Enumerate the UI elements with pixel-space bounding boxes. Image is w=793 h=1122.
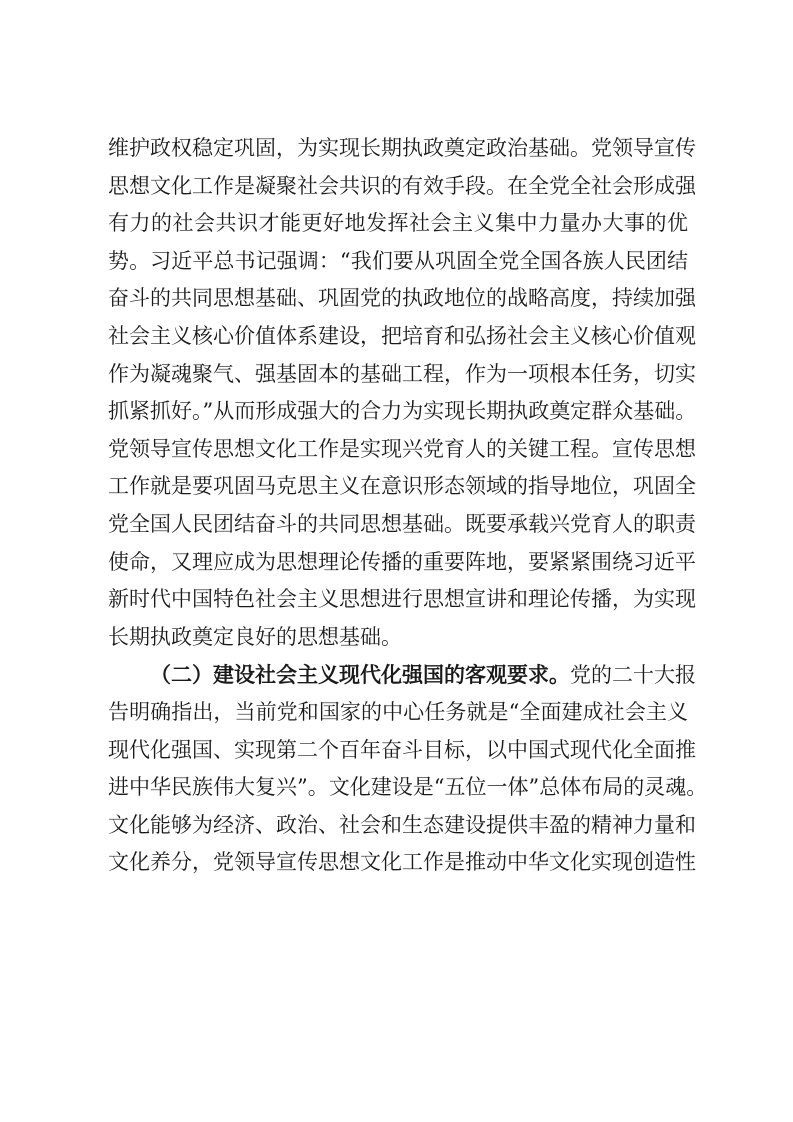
text-line: 新时代中国特色社会主义思想进行思想宣讲和理论传播，为实现 xyxy=(108,587,696,612)
text-line: 维护政权稳定巩固，为实现长期执政奠定政治基础。党领导宣传 xyxy=(108,136,696,160)
text-line: 长期执政奠定良好的思想基础。 xyxy=(108,624,402,649)
text-line: 社会主义核心价值体系建设，把培育和弘扬社会主义核心价值观 xyxy=(108,323,696,348)
text-line: 抓紧抓好。”从而形成强大的合力为实现长期执政奠定群众基础。 xyxy=(108,399,697,424)
text-line: 势。习近平总书记强调：“我们要从巩固全党全国各族人民团结 xyxy=(108,248,688,273)
text-line: 使命，又理应成为思想理论传播的重要阵地，要紧紧围绕习近平 xyxy=(108,549,696,574)
text-line: 进中华民族伟大复兴”。文化建设是“五位一体”总体布局的灵魂。 xyxy=(108,775,708,800)
text-line: 思想文化工作是凝聚社会共识的有效手段。在全党全社会形成强 xyxy=(108,173,696,198)
paragraph-2 xyxy=(108,656,708,882)
document-page xyxy=(108,130,708,882)
text-line: 文化能够为经济、政治、社会和生态建设提供丰盈的精神力量和 xyxy=(108,812,696,837)
text-line: 文化养分，党领导宣传思想文化工作是推动中华文化实现创造性 xyxy=(108,850,696,875)
text-line: 党领导宣传思想文化工作是实现兴党育人的关键工程。宣传思想 xyxy=(108,436,696,461)
text-line: 工作就是要巩固马克思主义在意识形态领域的指导地位，巩固全 xyxy=(108,474,696,499)
section-heading: （二）建设社会主义现代化强国的客观要求。 xyxy=(150,662,570,688)
paragraph-1 xyxy=(108,130,697,656)
text-line: 现代化强国、实现第二个百年奋斗目标，以中国式现代化全面推 xyxy=(108,737,696,762)
text-line: 党全国人民团结奋斗的共同思想基础。既要承载兴党育人的职责 xyxy=(108,511,696,536)
heading-line-rest: 党的二十大报 xyxy=(570,663,696,688)
section-heading-line xyxy=(108,656,696,694)
text-line: 有力的社会共识才能更好地发挥社会主义集中力量办大事的优 xyxy=(108,211,688,236)
text-line: 奋斗的共同思想基础、巩固党的执政地位的战略高度，持续加强 xyxy=(108,286,696,311)
text-line: 告明确指出，当前党和国家的中心任务就是“全面建成社会主义 xyxy=(108,699,688,724)
text-line: 作为凝魂聚气、强基固本的基础工程，作为一项根本任务，切实 xyxy=(108,361,696,386)
